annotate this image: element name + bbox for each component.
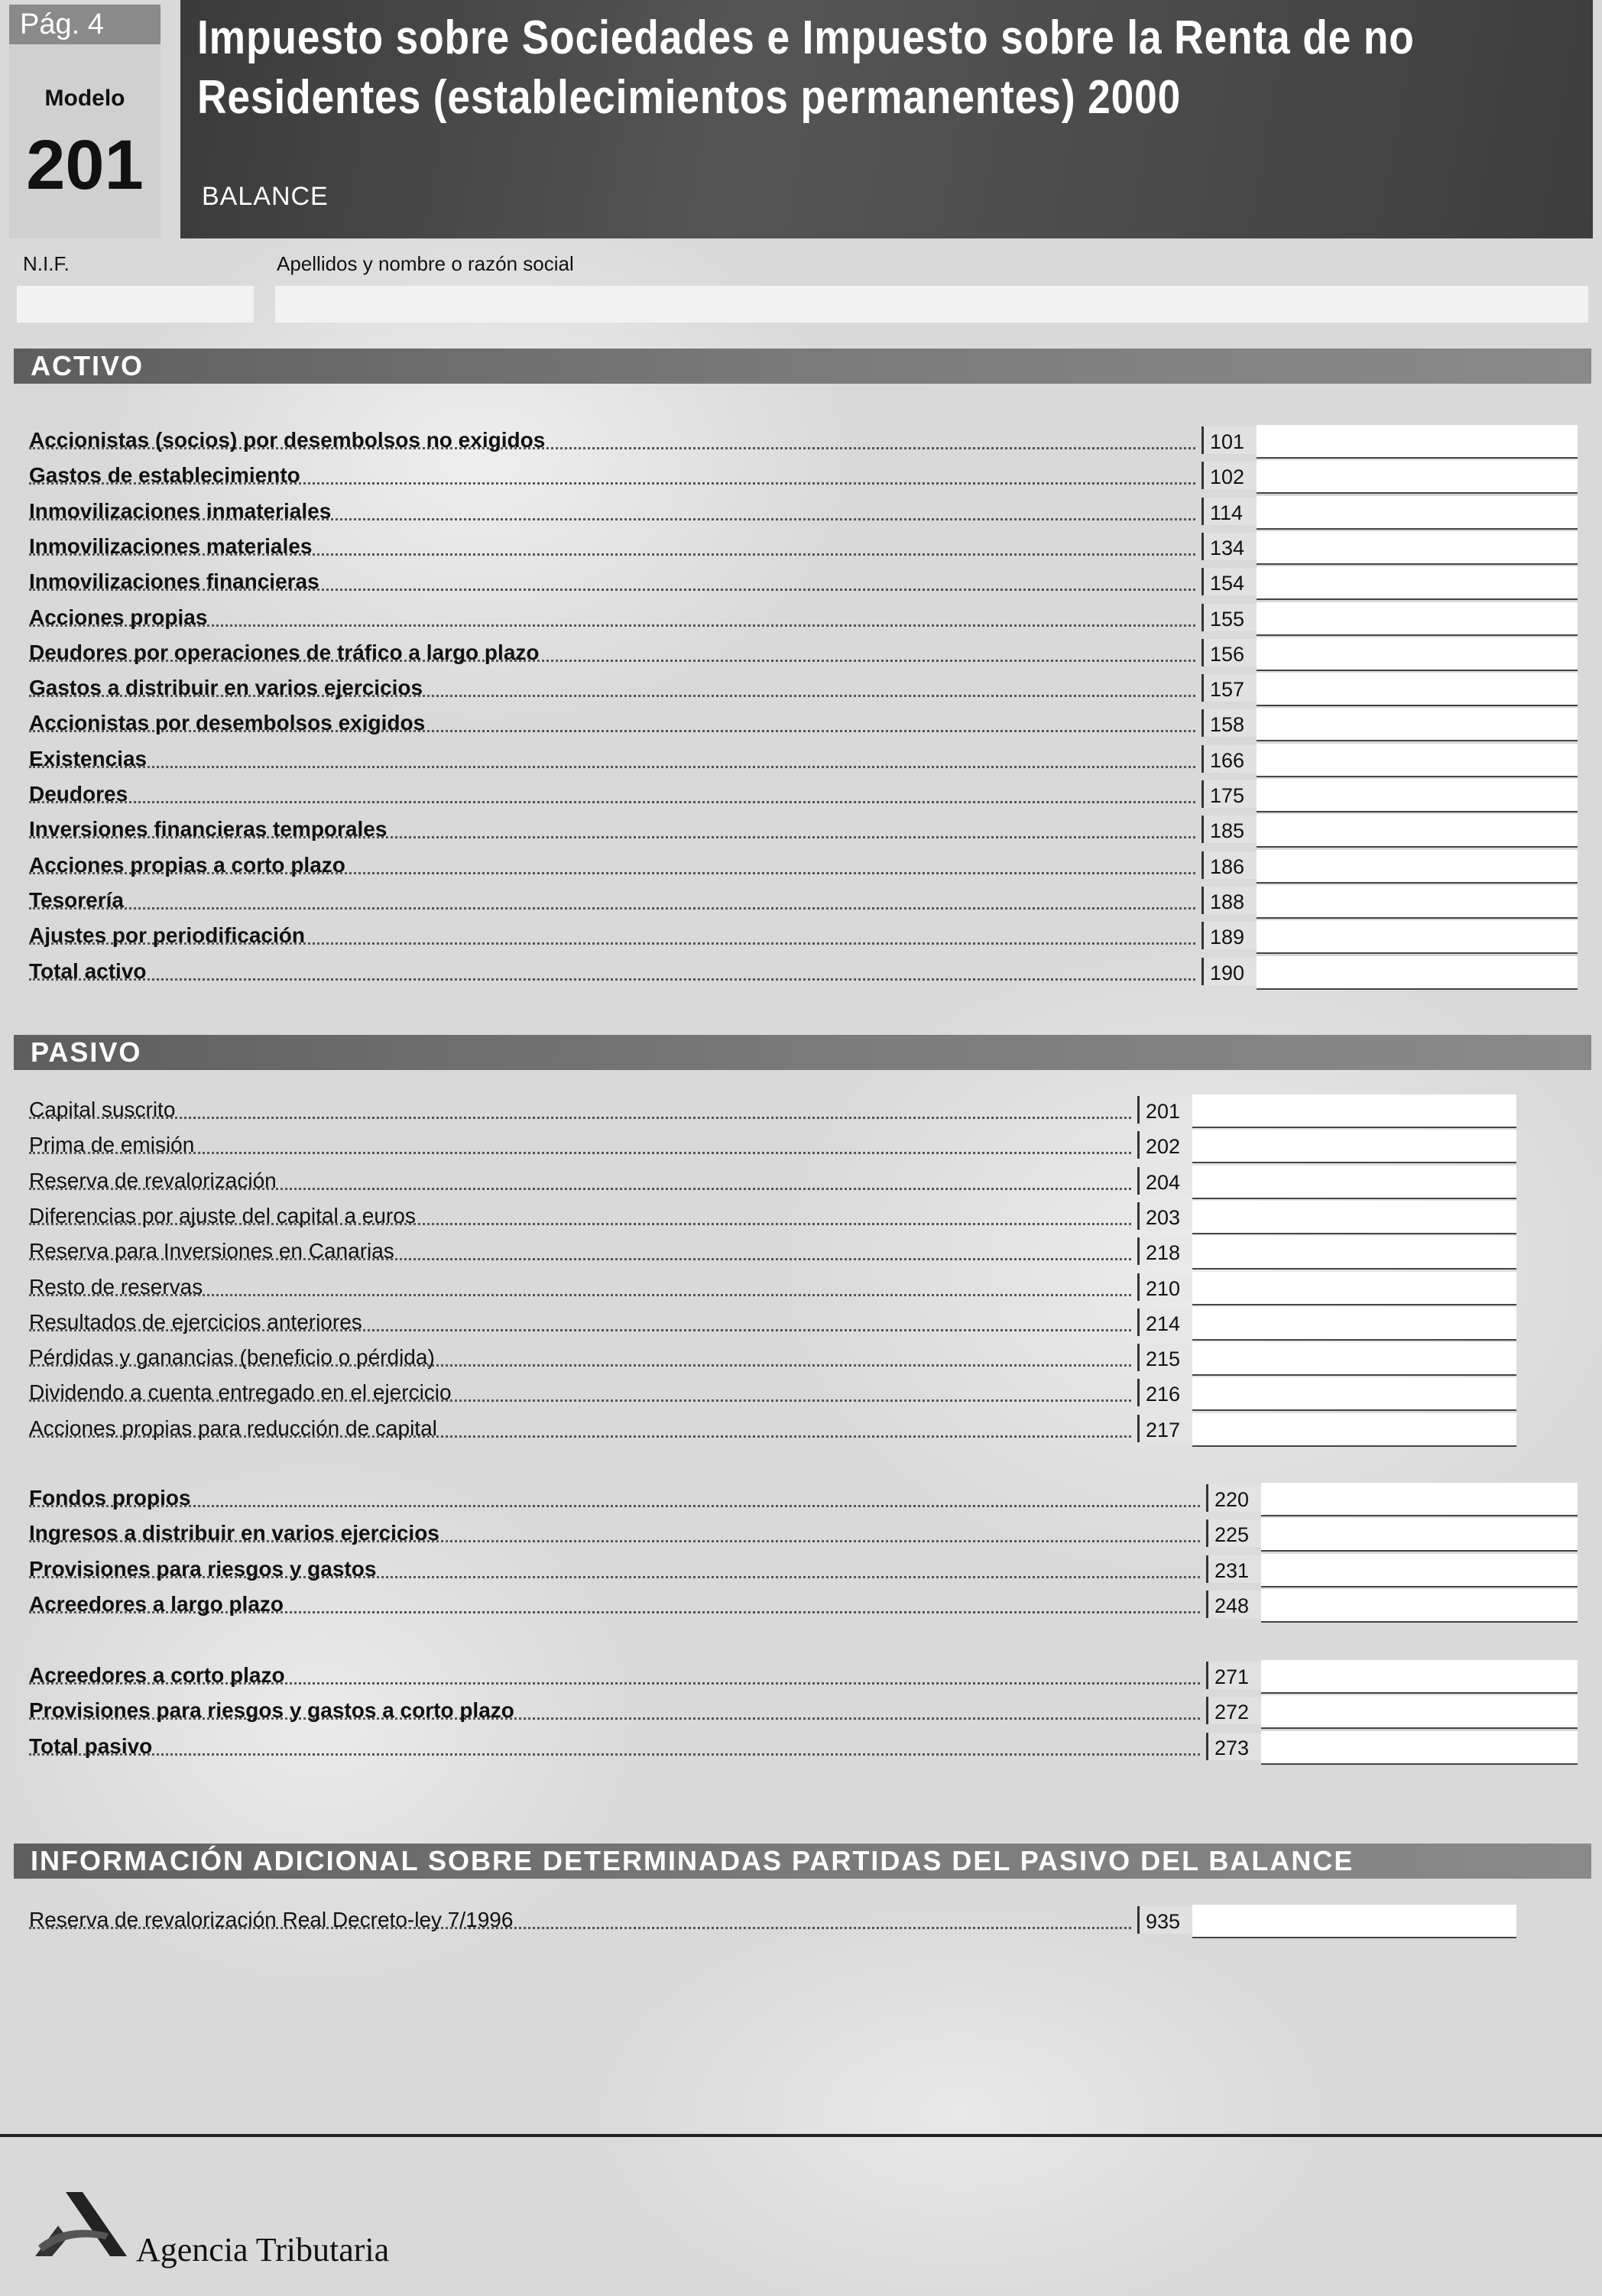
row-label: Existencias [29,746,148,770]
row-label: Inmovilizaciones inmateriales [29,498,332,523]
box-code: 225 [1206,1519,1261,1547]
form-row [29,1094,1516,1125]
amount-input[interactable] [1257,496,1578,530]
form-row [29,1342,1516,1373]
row-label: Inversiones financieras temporales [29,817,388,842]
row-label: Reserva de revalorización [29,1168,277,1192]
modelo-number: 201 [26,126,144,204]
row-label: Capital suscrito [29,1098,176,1121]
amount-input[interactable] [1192,1236,1516,1270]
row-label: Reserva para Inversiones en Canarias [29,1239,394,1263]
amount-input[interactable] [1257,425,1578,459]
box-code: 155 [1202,604,1257,631]
form-row [29,1377,1516,1408]
row-label: Deudores por operaciones de tráfico a largo plazo [29,640,540,664]
info-section-title: INFORMACIÓN ADICIONAL SOBRE DETERMINADAS PARTIDAS DEL PASIVO DEL BALANCE [31,1845,1354,1876]
amount-input[interactable] [1261,1731,1578,1765]
dot-leader [29,907,1195,910]
amount-input[interactable] [1261,1518,1578,1552]
box-code: 218 [1137,1237,1192,1265]
box-code: 188 [1202,887,1257,914]
box-code: 220 [1206,1484,1261,1512]
row-label: Provisiones para riesgos y gastos [29,1556,377,1581]
box-code: 203 [1137,1202,1192,1230]
row-label: Acciones propias [29,605,208,629]
form-row [29,1166,1516,1196]
box-code: 154 [1202,568,1257,595]
form-row [29,779,1578,809]
box-code: 272 [1206,1697,1261,1724]
row-label: Inmovilizaciones materiales [29,533,313,558]
nif-field[interactable] [17,286,254,323]
dot-leader [29,1505,1200,1507]
amount-input[interactable] [1261,1660,1578,1694]
box-code: 201 [1137,1096,1192,1124]
row-label: Accionistas por desembolsos exigidos [29,711,426,735]
form-row [29,1130,1516,1160]
row-label: Acreedores a largo plazo [29,1591,284,1616]
box-code: 134 [1202,533,1257,560]
form-row [29,1554,1578,1584]
box-code: 189 [1202,922,1257,949]
amount-input[interactable] [1192,1166,1516,1199]
form-row [29,1660,1578,1691]
box-code: 175 [1202,780,1257,808]
box-code: 158 [1202,709,1257,737]
amount-input[interactable] [1261,1483,1578,1516]
amount-input[interactable] [1257,744,1578,777]
box-code: 190 [1202,958,1257,985]
form-row [29,425,1578,456]
row-label: Total pasivo [29,1733,153,1758]
form-row [29,885,1578,916]
pasivo-section-title: PASIVO [31,1036,142,1068]
form-title-line-2: Residentes (establecimientos permanentes) 2000 [197,71,1182,124]
amount-input[interactable] [1192,1272,1516,1305]
row-label: Ajustes por periodificación [29,923,305,948]
row-label: Diferencias por ajuste del capital a euros [29,1203,416,1227]
name-label: Apellidos y nombre o razón social [277,252,574,275]
pasivo-section-bar [14,1035,1591,1070]
row-label: Deudores [29,782,128,806]
form-row [29,602,1578,633]
footer-divider [0,2134,1602,2137]
form-subtitle: BALANCE [202,182,329,211]
box-code: 185 [1202,816,1257,843]
amount-input[interactable] [1192,1130,1516,1163]
box-code: 248 [1206,1591,1261,1618]
nif-label: N.I.F. [23,252,70,275]
amount-input[interactable] [1257,956,1578,990]
form-row [29,1483,1578,1513]
box-code: 157 [1202,674,1257,702]
amount-input[interactable] [1257,531,1578,565]
dot-leader [29,801,1195,803]
box-code: 271 [1206,1662,1261,1689]
dot-leader [29,978,1195,981]
form-row [29,1589,1578,1620]
dot-leader [29,1117,1131,1119]
form-row [29,1731,1578,1762]
amount-input[interactable] [1192,1342,1516,1376]
row-label: Total activo [29,958,147,983]
form-row [29,1518,1578,1549]
amount-input[interactable] [1257,708,1578,741]
form-row [29,1272,1516,1302]
form-row [29,920,1578,951]
amount-input[interactable] [1257,850,1578,884]
row-label: Fondos propios [29,1486,191,1510]
box-code: 186 [1202,851,1257,879]
box-code: 204 [1137,1167,1192,1195]
form-row [29,1413,1516,1444]
row-label: Gastos a distribuir en varios ejercicios [29,676,423,700]
box-code: 935 [1137,1906,1192,1934]
amount-input[interactable] [1257,920,1578,954]
form-row [29,708,1578,738]
activo-section-title: ACTIVO [31,350,144,381]
agency-name: Agencia Tributaria [136,2231,390,2268]
agency-logo-icon [35,2192,135,2265]
amount-input[interactable] [1192,1413,1516,1447]
form-title-line-1: Impuesto sobre Sociedades e Impuesto sobre la Renta de no [197,11,1415,64]
row-label: Prima de emisión [29,1133,195,1157]
form-row [29,566,1578,597]
amount-input[interactable] [1261,1554,1578,1587]
form-row [29,1201,1516,1231]
form-row [29,637,1578,668]
box-code: 202 [1137,1131,1192,1159]
box-code: 156 [1202,639,1257,666]
form-row [29,673,1578,703]
row-label: Gastos de establecimiento [29,463,300,488]
form-row [29,531,1578,562]
amount-input[interactable] [1192,1201,1516,1234]
amount-input[interactable] [1257,814,1578,848]
box-code: 217 [1137,1415,1192,1442]
row-label: Pérdidas y ganancias (beneficio o pérdida) [29,1345,435,1370]
box-code: 166 [1202,745,1257,773]
box-code: 210 [1137,1273,1192,1301]
row-label: Tesorería [29,887,124,912]
box-code: 102 [1202,462,1257,489]
amount-input[interactable] [1257,602,1578,636]
dot-leader [29,766,1195,768]
box-code: 114 [1202,498,1257,525]
amount-input[interactable] [1257,885,1578,919]
row-label: Inmovilizaciones financieras [29,569,319,594]
row-label: Resto de reservas [29,1274,203,1299]
page-number: Pág. 4 [9,5,161,44]
box-code: 231 [1206,1555,1261,1583]
row-label: Dividendo a cuenta entregado en el ejercicio [29,1380,452,1405]
modelo-label: Modelo [44,86,125,111]
row-label: Resultados de ejercicios anteriores [29,1309,362,1334]
box-code: 101 [1202,426,1257,454]
amount-input[interactable] [1192,1377,1516,1411]
row-label: Acciones propias para reducción de capital [29,1416,437,1440]
form-row [29,1695,1578,1726]
amount-input[interactable] [1192,1905,1516,1938]
row-label: Reserva de revalorización Real Decreto-ley 7/1996 [29,1908,514,1931]
amount-input[interactable] [1261,1589,1578,1623]
row-label: Ingresos a distribuir en varios ejercicios [29,1521,439,1545]
form-row [29,460,1578,491]
form-row [29,744,1578,774]
row-label: Accionistas (socios) por desembolsos no exigidos [29,428,546,452]
amount-input[interactable] [1261,1695,1578,1729]
amount-input[interactable] [1257,566,1578,600]
row-label: Acciones propias a corto plazo [29,852,345,877]
dot-leader [29,1753,1200,1756]
amount-input[interactable] [1257,779,1578,812]
amount-input[interactable] [1257,460,1578,494]
amount-input[interactable] [1257,673,1578,706]
form-row [29,1236,1516,1266]
box-code: 214 [1137,1309,1192,1336]
amount-input[interactable] [1192,1307,1516,1341]
form-row [29,496,1578,527]
box-code: 273 [1206,1733,1261,1760]
form-row [29,1905,1516,1935]
form-row [29,956,1578,987]
amount-input[interactable] [1257,637,1578,671]
box-code: 216 [1137,1379,1192,1406]
activo-section-bar [14,349,1591,384]
form-row [29,814,1578,845]
amount-input[interactable] [1192,1094,1516,1128]
row-label: Acreedores a corto plazo [29,1663,285,1687]
row-label: Provisiones para riesgos y gastos a corto plazo [29,1698,514,1723]
form-row [29,850,1578,880]
box-code: 215 [1137,1344,1192,1371]
form-row [29,1307,1516,1338]
info-section-bar [14,1844,1591,1879]
name-field[interactable] [275,286,1588,323]
